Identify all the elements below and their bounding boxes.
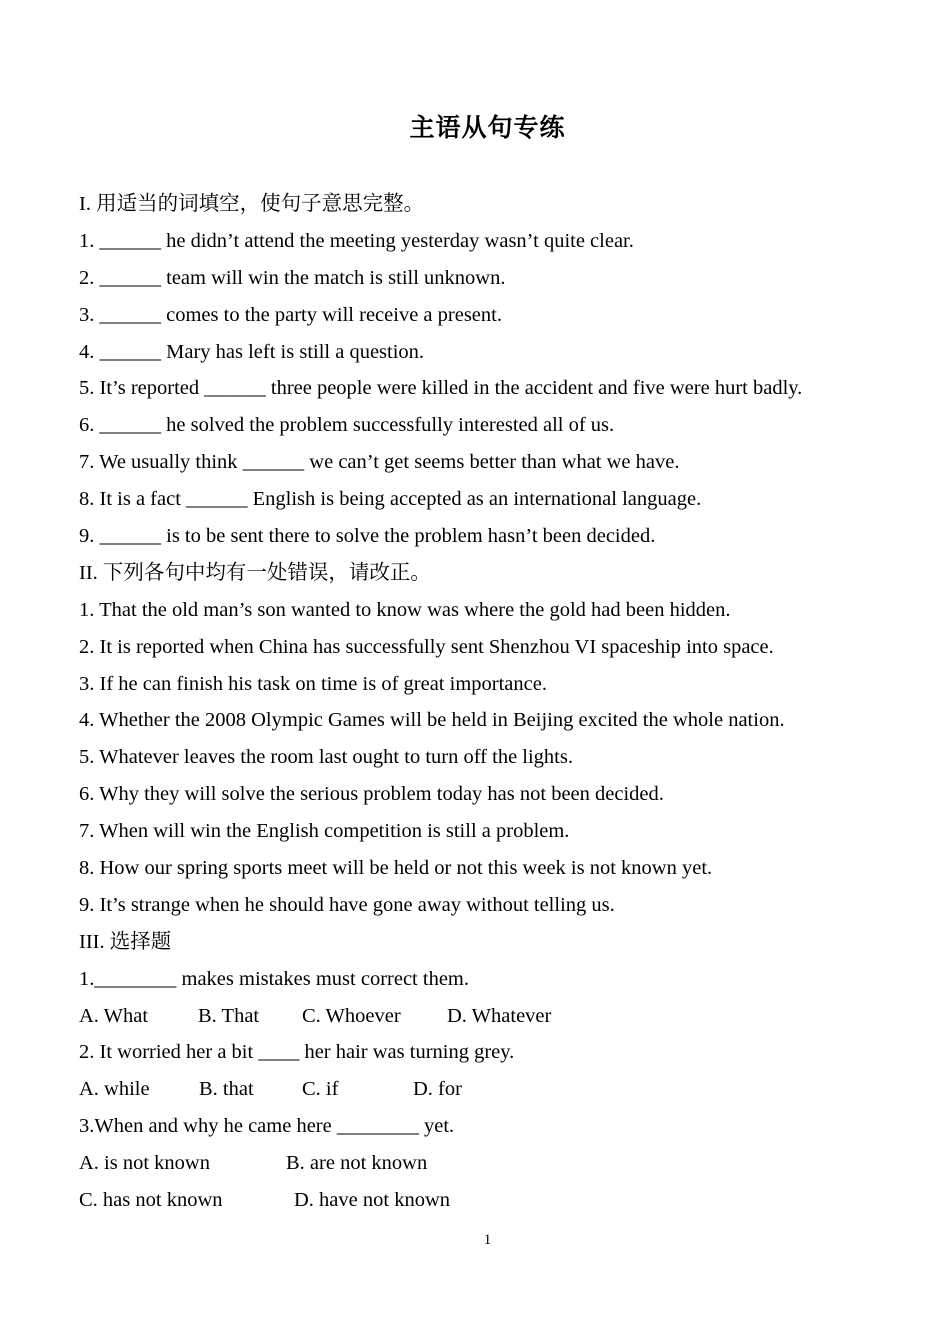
section-1-item: 3. ______ comes to the party will receive a present. [79, 303, 502, 326]
question-2-stem: 2. It worried her a bit ____ her hair was turning grey. [79, 1041, 515, 1064]
option-c: C. if [302, 1078, 339, 1101]
option-d: D. for [413, 1078, 462, 1101]
section-3-heading: III. 选择题 [79, 930, 172, 953]
option-b: B. That [198, 1004, 260, 1027]
question-3-stem: 3.When and why he came here ________ yet. [79, 1115, 455, 1138]
section-1-item: 8. It is a fact ______ English is being accepted as an international language. [79, 488, 702, 511]
section-1-item: 1. ______ he didn’t attend the meeting yesterday wasn’t quite clear. [79, 229, 634, 252]
section-2-item: 9. It’s strange when he should have gone away without telling us. [79, 893, 615, 916]
option-b: B. that [199, 1078, 254, 1101]
option-d: D. Whatever [447, 1004, 552, 1027]
option-a: A. is not known [79, 1152, 210, 1175]
section-1-item: 9. ______ is to be sent there to solve the problem hasn’t been decided. [79, 525, 656, 548]
option-a: A. What [79, 1004, 149, 1027]
question-3-options-cd [79, 1182, 879, 1219]
question-1-options [79, 998, 879, 1035]
section-2-item: 1. That the old man’s son wanted to know was where the gold had been hidden. [79, 598, 731, 621]
section-1-item: 4. ______ Mary has left is still a question. [79, 340, 425, 363]
question-3-options-ab [79, 1145, 879, 1182]
option-c: C. has not known [79, 1189, 223, 1212]
section-2-item: 4. Whether the 2008 Olympic Games will be held in Beijing excited the whole nation. [79, 709, 785, 732]
section-2-item: 7. When will win the English competition is still a problem. [79, 820, 570, 843]
section-2-item: 2. It is reported when China has successfully sent Shenzhou VI spaceship into space. [79, 635, 774, 658]
option-a: A. while [79, 1078, 150, 1101]
section-2-item: 5. Whatever leaves the room last ought to turn off the lights. [79, 746, 573, 769]
section-1-item: 6. ______ he solved the problem successfully interested all of us. [79, 414, 615, 437]
option-b: B. are not known [286, 1152, 428, 1175]
section-1-item: 2. ______ team will win the match is still unknown. [79, 266, 506, 289]
section-1-item: 5. It’s reported ______ three people were killed in the accident and five were hurt badly. [79, 377, 803, 400]
question-2-options [79, 1071, 879, 1108]
section-1-heading: I. 用适当的词填空，使句子意思完整。 [79, 193, 425, 215]
question-1-stem: 1.________ makes mistakes must correct them. [79, 967, 469, 990]
section-2-item: 6. Why they will solve the serious problem today has not been decided. [79, 783, 664, 806]
section-1-item: 7. We usually think ______ we can’t get seems better than what we have. [79, 451, 680, 474]
exercise-body [79, 186, 879, 1219]
page-title: 主语从句专练 [409, 115, 566, 142]
page-number: 1 [483, 1232, 492, 1248]
section-2-item: 3. If he can finish his task on time is of great importance. [79, 672, 547, 695]
section-2-item: 8. How our spring sports meet will be held or not this week is not known yet. [79, 857, 713, 880]
option-c: C. Whoever [302, 1004, 401, 1027]
option-d: D. have not known [294, 1189, 451, 1212]
section-2-heading: II. 下列各句中均有一处错误，请改正。 [79, 561, 431, 584]
